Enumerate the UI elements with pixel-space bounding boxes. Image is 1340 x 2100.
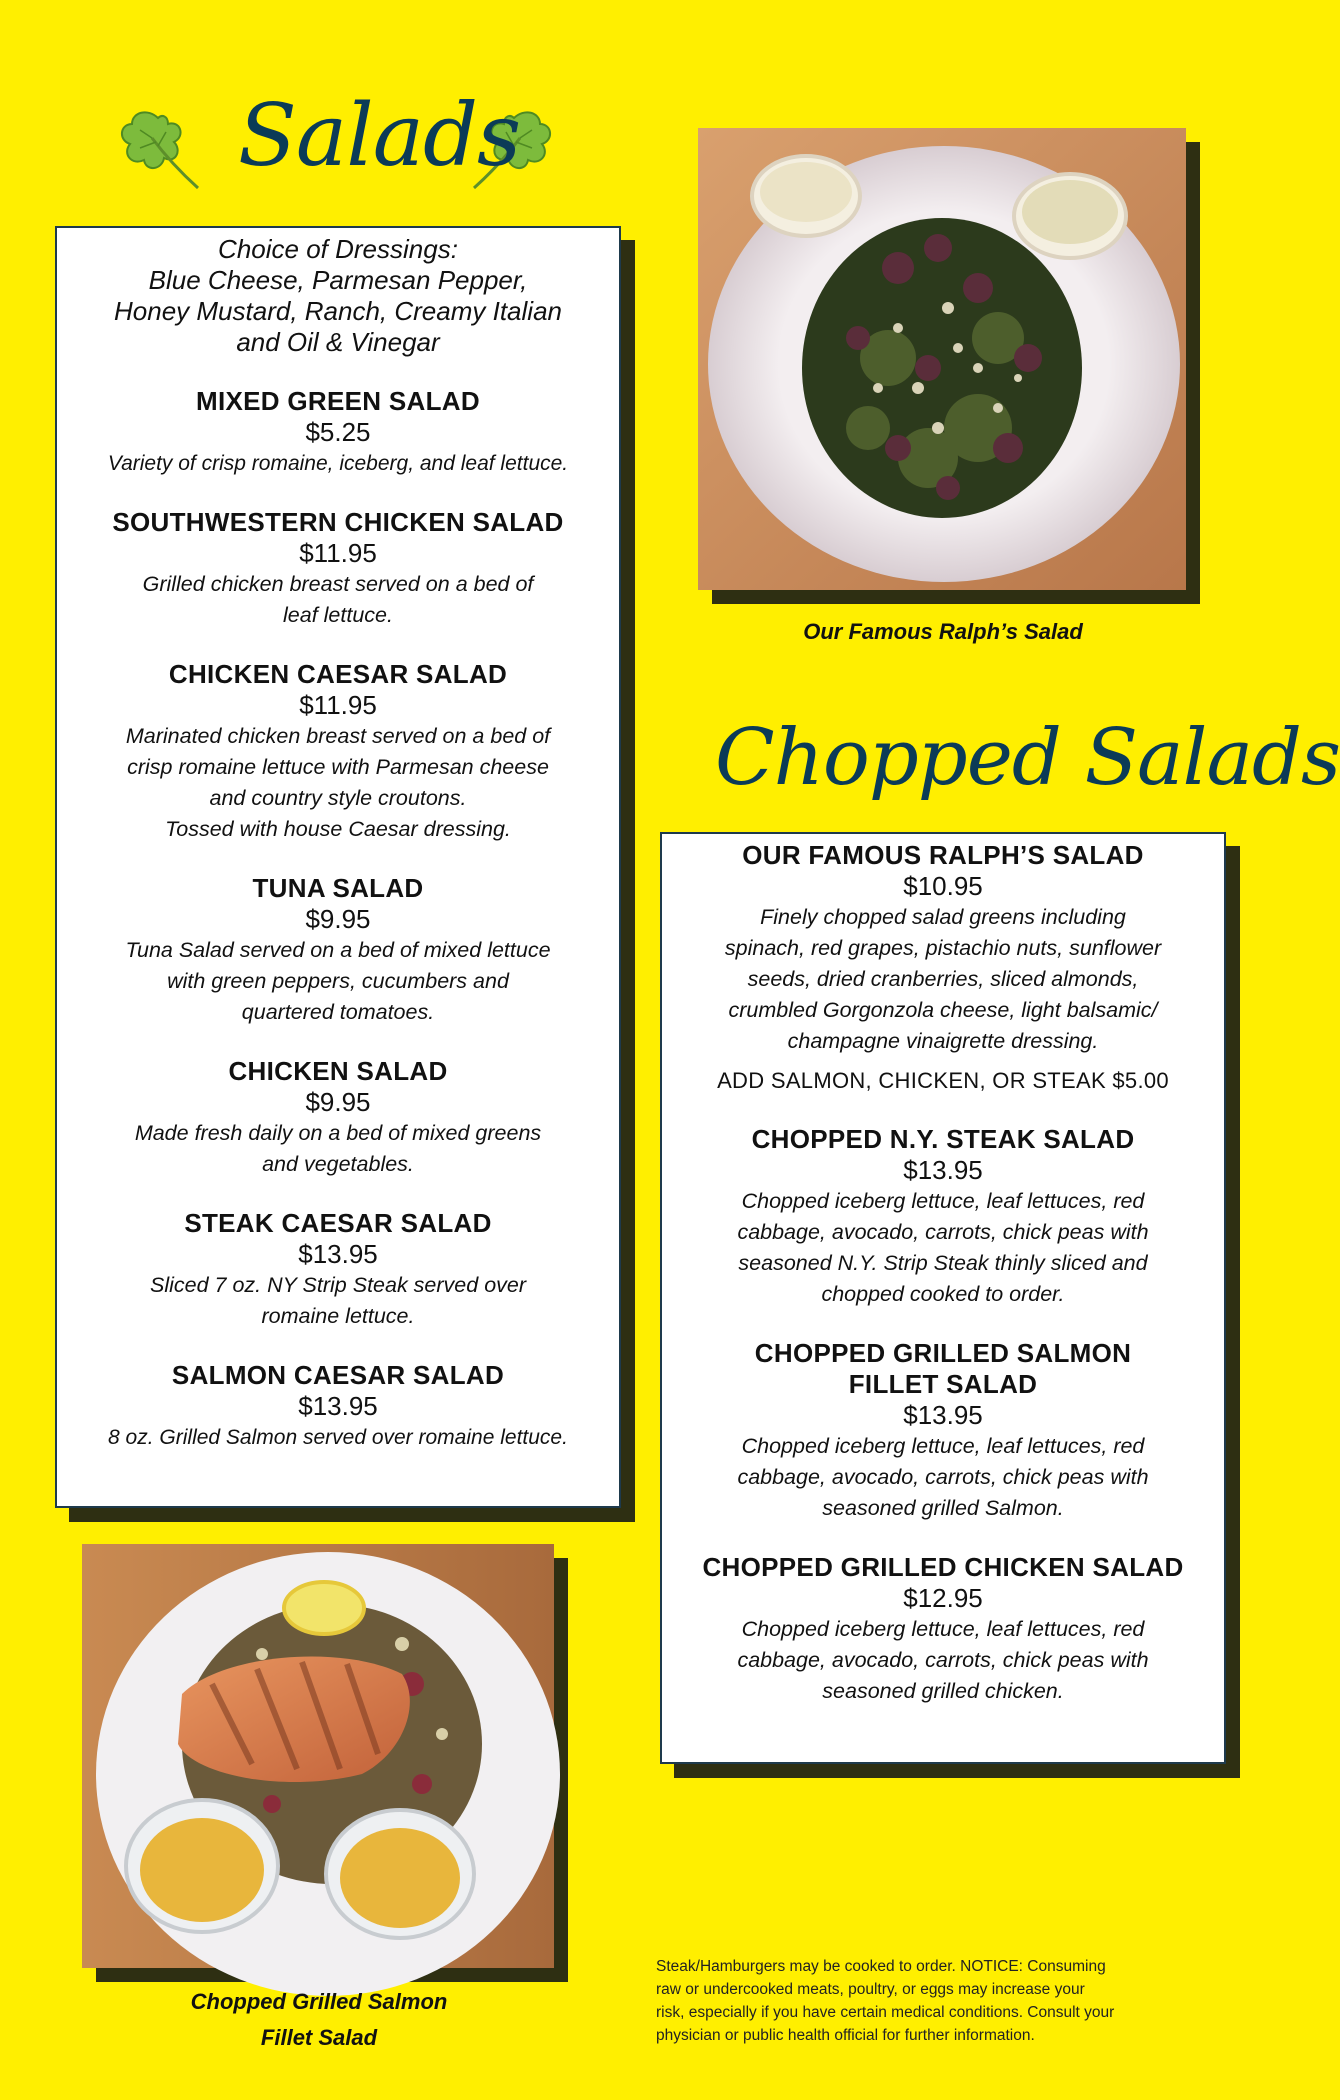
- item-price: $13.95: [298, 1239, 378, 1269]
- item-description: 8 oz. Grilled Salmon served over romaine lettuce.: [108, 1426, 568, 1449]
- item-description: quartered tomatoes.: [241, 1000, 435, 1024]
- dressings-line: Blue Cheese, Parmesan Pepper,: [148, 265, 528, 295]
- item-name: CHOPPED GRILLED CHICKEN SALAD: [702, 1552, 1184, 1582]
- item-price: $10.95: [903, 871, 983, 901]
- caption-line: Fillet Salad: [260, 2025, 378, 2050]
- caption-line: Chopped Grilled Salmon: [190, 1989, 448, 2014]
- item-price: $11.95: [299, 538, 377, 568]
- ralphs-salad-caption: Our Famous Ralph’s Salad: [803, 619, 1083, 644]
- food-safety-notice: [656, 1955, 1216, 2047]
- menu-item-ralphs-salad: [670, 840, 1216, 1096]
- item-description: champagne vinaigrette dressing.: [787, 1029, 1099, 1053]
- dressings-heading: Choice of Dressings:: [218, 234, 458, 264]
- item-price: $5.25: [305, 417, 371, 447]
- item-name: SOUTHWESTERN CHICKEN SALAD: [112, 507, 564, 537]
- chopped-salads-menu-card: [660, 832, 1226, 1764]
- item-description: crisp romaine lettuce with Parmesan cheese: [127, 755, 549, 779]
- item-description: Sliced 7 oz. NY Strip Steak served over: [149, 1273, 527, 1297]
- item-name: FILLET SALAD: [848, 1369, 1038, 1399]
- parsley-leaf-left-icon: [118, 108, 202, 190]
- item-description: with green peppers, cucumbers and: [167, 969, 509, 993]
- chopped-salads-title: Chopped Salads: [715, 713, 1340, 803]
- item-name: CHOPPED N.Y. STEAK SALAD: [751, 1124, 1135, 1154]
- item-price: $13.95: [903, 1400, 983, 1430]
- item-name: STEAK CAESAR SALAD: [184, 1208, 492, 1238]
- item-name: CHICKEN SALAD: [228, 1056, 448, 1086]
- dressings-line: Honey Mustard, Ranch, Creamy Italian: [114, 296, 562, 326]
- notice-line: physician or public health official for further information.: [656, 2027, 1035, 2044]
- item-description: Finely chopped salad greens including: [760, 905, 1126, 929]
- item-addon: ADD SALMON, CHICKEN, OR STEAK $5.00: [717, 1068, 1169, 1093]
- item-description: seeds, dried cranberries, sliced almonds,: [747, 967, 1139, 991]
- item-description: spinach, red grapes, pistachio nuts, sunflower: [724, 936, 1162, 960]
- menu-item-southwestern-chicken-salad: [65, 507, 611, 631]
- item-description: Chopped iceberg lettuce, leaf lettuces, red: [741, 1434, 1145, 1458]
- menu-item-chopped-grilled-chicken-salad: [670, 1552, 1216, 1707]
- item-description: romaine lettuce.: [261, 1304, 415, 1328]
- dressings-line: and Oil & Vinegar: [236, 327, 440, 357]
- item-price: $13.95: [903, 1155, 983, 1185]
- item-description: Tossed with house Caesar dressing.: [165, 817, 511, 841]
- item-price: $11.95: [299, 690, 377, 720]
- item-name: CHICKEN CAESAR SALAD: [168, 659, 508, 689]
- menu-item-steak-caesar-salad: [65, 1208, 611, 1332]
- item-description: and vegetables.: [262, 1152, 414, 1176]
- item-price: $13.95: [298, 1391, 378, 1421]
- salmon-salad-image: [82, 1544, 554, 1968]
- item-description: cabbage, avocado, carrots, chick peas with: [737, 1465, 1149, 1489]
- item-name: CHOPPED GRILLED SALMON: [754, 1338, 1132, 1368]
- item-description: and country style croutons.: [209, 786, 467, 810]
- item-price: $9.95: [305, 904, 371, 934]
- item-description: seasoned N.Y. Strip Steak thinly sliced and: [738, 1251, 1148, 1275]
- salmon-salad-photo: [82, 1544, 554, 1968]
- item-name: OUR FAMOUS RALPH’S SALAD: [742, 840, 1144, 870]
- menu-item-chicken-caesar-salad: [65, 659, 611, 845]
- ralphs-salad-image: [698, 128, 1186, 590]
- item-description: Tuna Salad served on a bed of mixed lettuce: [125, 938, 551, 962]
- item-name: MIXED GREEN SALAD: [196, 386, 480, 416]
- menu-item-mixed-green-salad: [65, 386, 611, 479]
- item-description: cabbage, avocado, carrots, chick peas with: [737, 1220, 1149, 1244]
- salmon-salad-caption: [100, 1984, 538, 2056]
- item-description: crumbled Gorgonzola cheese, light balsamic/: [728, 998, 1158, 1022]
- menu-item-tuna-salad: [65, 873, 611, 1028]
- item-description: Variety of crisp romaine, iceberg, and leaf lettuce.: [107, 452, 569, 475]
- menu-item-chopped-ny-steak-salad: [670, 1124, 1216, 1310]
- item-description: seasoned grilled Salmon.: [822, 1496, 1064, 1520]
- item-description: Chopped iceberg lettuce, leaf lettuces, red: [741, 1189, 1145, 1213]
- notice-line: Steak/Hamburgers may be cooked to order. NOTICE: Consuming: [656, 1958, 1106, 1975]
- item-description: Grilled chicken breast served on a bed of: [142, 572, 534, 596]
- ralphs-salad-photo: [698, 128, 1186, 590]
- item-description: cabbage, avocado, carrots, chick peas with: [737, 1648, 1149, 1672]
- menu-item-chicken-salad: [65, 1056, 611, 1180]
- salads-menu-card: [55, 226, 621, 1508]
- salads-title: Salads: [238, 86, 521, 186]
- item-price: $9.95: [305, 1087, 371, 1117]
- item-description: chopped cooked to order.: [821, 1282, 1065, 1306]
- item-price: $12.95: [903, 1583, 983, 1613]
- item-description: Chopped iceberg lettuce, leaf lettuces, red: [741, 1617, 1145, 1641]
- item-description: Made fresh daily on a bed of mixed greens: [134, 1121, 542, 1145]
- item-description: Marinated chicken breast served on a bed of: [125, 724, 551, 748]
- item-description: seasoned grilled chicken.: [822, 1679, 1064, 1703]
- item-name: SALMON CAESAR SALAD: [171, 1360, 505, 1390]
- item-description: leaf lettuce.: [283, 603, 393, 627]
- menu-item-salmon-caesar-salad: [65, 1360, 611, 1453]
- menu-item-chopped-grilled-salmon-fillet-salad: [670, 1338, 1216, 1524]
- dressings-block: [65, 234, 611, 358]
- item-name: TUNA SALAD: [252, 873, 424, 903]
- notice-line: raw or undercooked meats, poultry, or eggs may increase your: [656, 1981, 1085, 1998]
- notice-line: risk, especially if you have certain medical conditions. Consult your: [656, 2004, 1115, 2021]
